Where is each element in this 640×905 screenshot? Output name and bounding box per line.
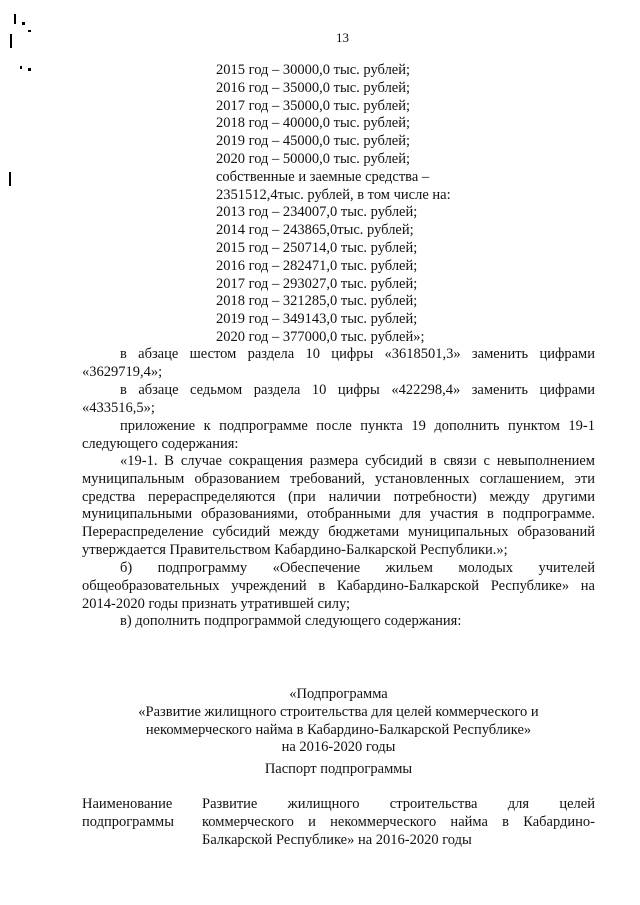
paragraph-line: муниципальными образованиями, отобранными для участия в подпрограмме. bbox=[82, 506, 595, 523]
scan-mark bbox=[14, 14, 16, 24]
subprogram-title bbox=[82, 686, 595, 757]
paragraph-line: «19-1. В случае сокращения размера субсидий в связи с невыполнением bbox=[120, 453, 595, 469]
paragraph-line: средства перераспределяются (при наличии потребности) между другими bbox=[82, 488, 595, 505]
list-item: 2017 год – 293027,0 тыс. рублей; bbox=[216, 275, 418, 292]
title-line: некоммерческого найма в Кабардино-Балкарской Республике» bbox=[145, 721, 532, 738]
passport-label bbox=[82, 796, 192, 832]
page-number: 13 bbox=[336, 30, 349, 45]
scan-mark bbox=[20, 66, 22, 69]
paragraph-line: в абзаце седьмом раздела 10 цифры «422298,4» заменить цифрами bbox=[120, 382, 595, 398]
paragraph-line: муниципальным образованием требований, установленных соглашением, эти bbox=[82, 470, 595, 487]
paragraph-appendix bbox=[82, 418, 595, 454]
paragraph-line: в абзаце шестом раздела 10 цифры «3618501,3» заменить цифрами bbox=[120, 346, 595, 362]
paragraph-line: в) дополнить подпрограммой следующего содержания: bbox=[120, 613, 462, 629]
paragraph-c bbox=[82, 613, 595, 631]
passport-value bbox=[202, 796, 595, 849]
paragraph-line: 2014-2020 годы признать утратившей силу; bbox=[82, 595, 351, 612]
passport-heading: Паспорт подпрограммы bbox=[264, 761, 413, 777]
paragraph-line: приложение к подпрограмме после пункта 19 дополнить пунктом 19-1 bbox=[120, 418, 595, 434]
label-line: подпрограммы bbox=[82, 813, 174, 830]
list-item: 2015 год – 30000,0 тыс. рублей; bbox=[216, 62, 411, 78]
funding-list bbox=[216, 62, 451, 347]
list-item: 2016 год – 35000,0 тыс. рублей; bbox=[216, 79, 411, 96]
title-line: «Развитие жилищного строительства для целей коммерческого и bbox=[138, 703, 539, 720]
paragraph-line: утверждается Правительством Кабардино-Балкарской Республики.»; bbox=[82, 541, 508, 558]
list-item: 2351512,4тыс. рублей, в том числе на: bbox=[216, 186, 451, 203]
list-item: 2020 год – 377000,0 тыс. рублей»; bbox=[216, 328, 425, 345]
value-line: коммерческого и некоммерческого найма в Кабардино- bbox=[202, 813, 595, 830]
list-item: 2016 год – 282471,0 тыс. рублей; bbox=[216, 257, 418, 274]
paragraph-amend-7 bbox=[82, 382, 595, 418]
list-item: 2014 год – 243865,0тыс. рублей; bbox=[216, 222, 414, 239]
value-line: Развитие жилищного строительства для целей bbox=[202, 796, 595, 812]
paragraph-line: общеобразовательных учреждений в Кабардино-Балкарской Республике» на bbox=[82, 577, 595, 594]
list-item: 2013 год – 234007,0 тыс. рублей; bbox=[216, 204, 418, 221]
scan-mark bbox=[28, 68, 31, 71]
scan-mark bbox=[22, 22, 25, 25]
paragraph-line: б) подпрограмму «Обеспечение жильем молодых учителей bbox=[120, 560, 595, 576]
title-line: «Подпрограмма bbox=[289, 686, 388, 702]
list-item: 2018 год – 40000,0 тыс. рублей; bbox=[216, 115, 411, 132]
scan-mark bbox=[28, 30, 31, 32]
list-item: 2017 год – 35000,0 тыс. рублей; bbox=[216, 97, 411, 114]
paragraph-b bbox=[82, 560, 595, 613]
title-line: на 2016-2020 годы bbox=[281, 739, 396, 756]
list-item: 2019 год – 349143,0 тыс. рублей; bbox=[216, 311, 418, 328]
list-item: 2020 год – 50000,0 тыс. рублей; bbox=[216, 150, 411, 167]
scan-mark bbox=[9, 172, 11, 186]
list-item: 2018 год – 321285,0 тыс. рублей; bbox=[216, 293, 418, 310]
list-item: собственные и заемные средства – bbox=[216, 168, 430, 185]
paragraph-line: следующего содержания: bbox=[82, 435, 239, 452]
paragraph-line: «433516,5»; bbox=[82, 399, 155, 416]
label-line: Наименование bbox=[82, 796, 173, 812]
paragraph-amend-6 bbox=[82, 346, 595, 382]
paragraph-line: Перераспределение субсидий между бюджетами муниципальных образований bbox=[82, 524, 595, 541]
paragraph-line: «3629719,4»; bbox=[82, 363, 163, 380]
list-item: 2015 год – 250714,0 тыс. рублей; bbox=[216, 239, 418, 256]
scan-mark bbox=[10, 34, 12, 48]
list-item: 2019 год – 45000,0 тыс. рублей; bbox=[216, 133, 411, 150]
paragraph-clause-19-1 bbox=[82, 453, 595, 560]
value-line: Балкарской Республике» на 2016-2020 годы bbox=[202, 831, 472, 848]
